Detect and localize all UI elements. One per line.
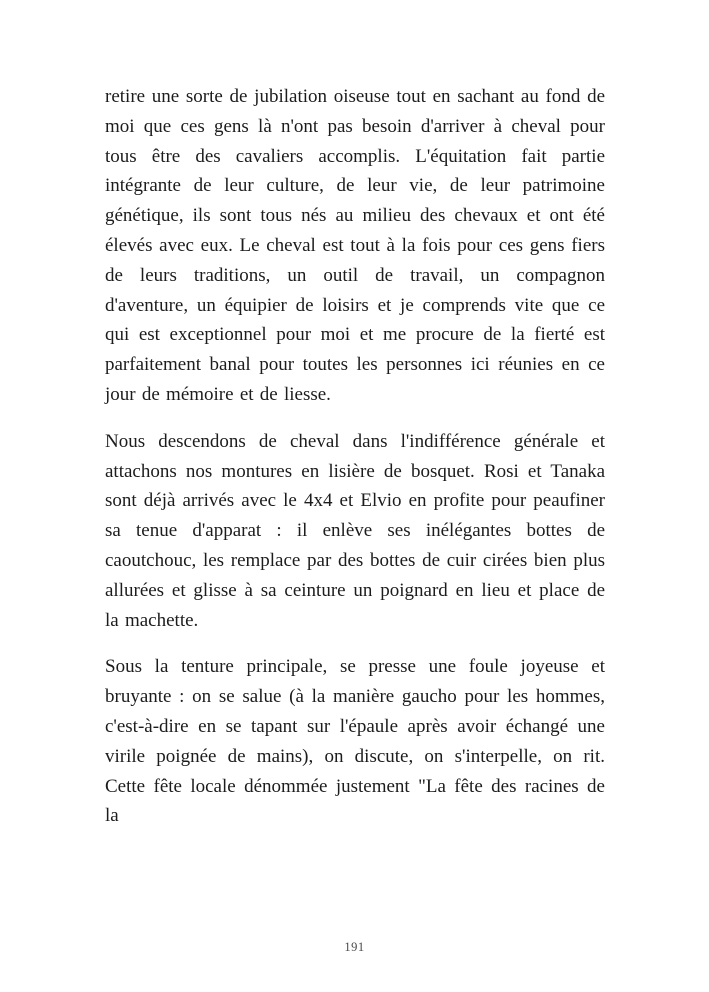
paragraph-3: Sous la tenture principale, se presse une foule joyeuse et bruyante : on se salue (à la manière gaucho pour les hommes, c'est-à-dire en se tapant sur l'épaule après avoir échangé une virile poignée de mains), on discute, on s'interpelle, on rit. Cette fête locale dénommée justement "La fête des racines de la <box>105 656 605 827</box>
paragraph-2: Nous descendons de cheval dans l'indifférence générale et attachons nos montures en lisière de bosquet. Rosi et Tanaka sont déjà arrivés avec le 4x4 et Elvio en profite pour peaufiner sa tenue d'apparat : il enlève ses inélégantes bottes de caoutchouc, les remplace par des bottes de cuir cirées bien plus allurées et glisse à sa ceinture un poignard en lieu et place de la machette. <box>105 430 605 631</box>
page-footer <box>0 938 709 956</box>
page-number: 191 <box>344 940 365 954</box>
page-content <box>105 82 605 831</box>
paragraph-1: retire une sorte de jubilation oiseuse tout en sachant au fond de moi que ces gens là n'ont pas besoin d'arriver à cheval pour tous être des cavaliers accomplis. L'équitation fait partie intégrante de leur culture, de leur vie, de leur patrimoine génétique, ils sont tous nés au milieu des chevaux et ont été élevés avec eux. Le cheval est tout à la fois pour ces gens fiers de leurs traditions, un outil de travail, un compagnon d'aventure, un équipier de loisirs et je comprends vite que ce qui est exceptionnel pour moi et me procure de la fierté est parfaitement banal pour toutes les personnes ici réunies en ce jour de mémoire et de liesse. <box>105 86 605 405</box>
